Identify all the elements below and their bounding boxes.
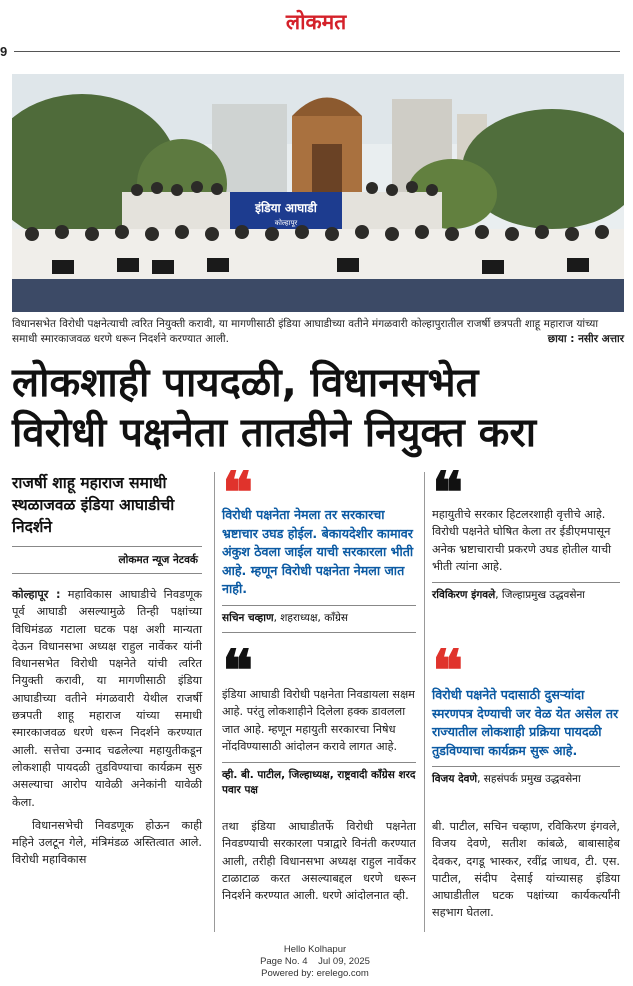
header-rule <box>14 51 620 52</box>
footer-powered-by: Powered by: erelego.com <box>261 968 369 979</box>
quote-name: रविकिरण इंगवले <box>432 588 496 601</box>
article-continuation-col-2: तथा इंडिया आघाडीतर्फे विरोधी पक्षनेता निवडण्याची सरकारला पत्राद्वारे विनंती करण्यात आली, तरीही विधानसभा अध्यक्ष राहुल नार्वेकर टाळाटाळ करत असल्याबद्दल धरणे धरून निदर्शने करण्यात आली. धरणे आंदोलनात व्ही. <box>222 820 416 903</box>
column-divider-1 <box>214 472 215 932</box>
page-footer <box>225 944 405 980</box>
photo-caption <box>12 317 624 347</box>
quote-role: , शहराध्यक्ष, काँग्रेस <box>273 611 349 624</box>
article-continuation-col-3: बी. पाटील, सचिन चव्हाण, रविकिरण इंगवले, विजय देवणे, सतीश कांबळे, बाबासाहेब देवकर, दगडू भास्कर, रवींद्र जाधव, टी. एस. पाटील, संदीप देसाई यांच्यासह इंडिया आघाडीतील घटक पक्षांच्या कार्यकर्त्यांनी सहभाग घेतला. <box>432 820 620 920</box>
headline-line-1: लोकशाही पायदळी, विधानसभेत <box>12 360 479 406</box>
quote-block-3 <box>222 648 416 798</box>
masthead <box>0 0 633 40</box>
banner-sub: कोल्हापूर <box>274 219 298 227</box>
banner-text: इंडिया आघाडी <box>255 201 317 215</box>
quote-text: महायुतीचे सरकार हिटलरशाही वृत्तीचे आहे. विरोधी पक्षनेते घोषित केला तर ईडीएमपासून अनेक भ्रष्टाचाराची प्रकरणे उघड होतील याची भीती त्यांना आहे. <box>432 508 612 574</box>
article-body <box>12 586 202 869</box>
protest-photo <box>12 74 624 312</box>
headline-line-2: विरोधी पक्षनेता तातडीने नियुक्त करा <box>12 410 537 456</box>
quote-rule <box>222 632 416 633</box>
paragraph-1-text: महाविकास आघाडीचे निवडणूक पूर्व आघाडी असल्यामुळे तिन्ही पक्षांच्या विधिमंडळ गटाला घटक पक्ष अशी मान्यता देऊन विधानसभा अध्यक्ष राहुल नार्वेकर यांनी विधानसभेत विरोधी पक्षनेते यांची त्वरित नियुक्ती करावी, या मागणीसाठी इंडिया आघाडीच्या वतीने मंगळवारी येथील राजर्षी छत्रपती शाहू महाराज यांच्या समाधी स्मारकाजवळ धरणे धरून निदर्शने करण्यात आली. सत्तेचा उन्माद चढलेल्या महायुतीकडून लोकशाही पायदळी तुडविण्याचा कार्यक्रम सुरु असल्याचा आरोप यावेळी अनेकांनी यावेळी केला. <box>12 588 202 809</box>
quote-attribution <box>222 605 416 626</box>
quote-mark-icon: ❝ <box>432 648 464 682</box>
quote-mark-icon: ❝ <box>222 648 254 682</box>
subheadline: राजर्षी शाहू महाराज समाधी स्थळाजवळ इंडिया आघाडीची निदर्शने <box>12 474 175 536</box>
quote-text: विरोधी पक्षनेता नेमला तर सरकारचा भ्रष्टाचार उघड होईल. बेकायदेशीर कामावर अंकुश ठेवला जाईल याची सरकारला भीती आहे. म्हणून विरोधी पक्षनेता नेमला जात नाही. <box>222 507 414 596</box>
quote-attribution <box>222 762 416 798</box>
footer-page-date: Page No. 4 Jul 09, 2025 <box>260 956 370 967</box>
quote-block-1 <box>222 470 416 633</box>
page-number: 9 <box>0 44 8 59</box>
byline: लोकमत न्यूज नेटवर्क <box>12 546 202 567</box>
quote-name: व्ही. बी. पाटील <box>222 768 282 781</box>
paragraph-2: विधानसभेची निवडणूक होऊन काही महिने उलटून गेले, मंत्रिमंडळ अस्तित्वात आले. विरोधी महाविकास <box>12 818 202 867</box>
quote-role: , जिल्हाप्रमुख उद्धवसेना <box>495 588 586 601</box>
quote-text: विरोधी पक्षनेते पदासाठी दुसऱ्यांदा स्मरणपत्र देण्याची जर वेळ येत असेल तर राज्यातील लोकशाही प्रक्रिया पायदळी तुडविण्याचा कार्यक्रम सुरू आहे. <box>432 687 619 758</box>
quote-block-4 <box>432 648 620 787</box>
quote-block-2 <box>432 470 620 603</box>
photo-credit: छाया : नसीर अत्तार <box>547 333 624 345</box>
paragraph-1 <box>12 586 202 811</box>
column-divider-2 <box>424 472 425 932</box>
quote-mark-icon: ❝ <box>222 470 254 504</box>
dateline: कोल्हापूर : <box>12 588 61 601</box>
headline <box>12 358 624 458</box>
byline-rule <box>12 573 202 574</box>
quote-mark-icon: ❝ <box>432 470 464 504</box>
caption-text: विधानसभेत विरोधी पक्षनेत्याची त्वरित नियुक्ती करावी, या मागणीसाठी इंडिया आघाडीच्या वतीने मंगळवारी कोल्हापुरातील राजर्षी छत्रपती शाहू महाराज यांच्या समाधी स्मारकाजवळ धरणे धरून निदर्शने करण्यात आली. <box>12 318 599 345</box>
article-column-1 <box>12 472 202 869</box>
quote-role: , जिल्हाध्यक्ष, राष्ट्रवादी काँग्रेस शरद पवार पक्ष <box>222 768 416 796</box>
quote-role: , सहसंपर्क प्रमुख उद्धवसेना <box>477 773 581 785</box>
quote-attribution <box>432 582 620 603</box>
quote-attribution <box>432 766 620 787</box>
quote-name: सचिन चव्हाण <box>222 611 274 624</box>
lokmat-logo: लोकमत <box>285 10 347 34</box>
footer-edition: Hello Kolhapur <box>283 944 347 955</box>
quote-text: इंडिया आघाडी विरोधी पक्षनेता निवडायला सक्षम आहे. परंतु लोकशाहीने दिलेला हक्क डावलला जात आहे. म्हणून महायुती सरकारचा निषेध नोंदविण्यासाठी आंदोलन करावे लागत आहे. <box>222 688 415 754</box>
quote-name: विजय देवणे <box>432 773 478 785</box>
